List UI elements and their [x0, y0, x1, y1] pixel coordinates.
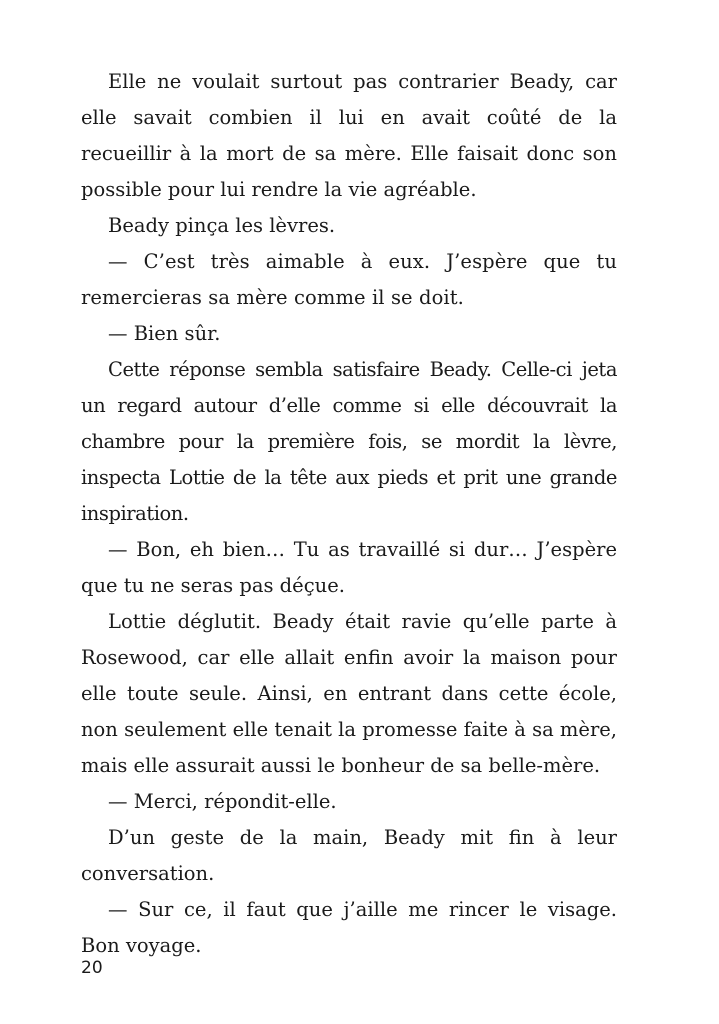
- page-number: 20: [81, 958, 103, 978]
- paragraph: Elle ne voulait surtout pas contrarier Beady, car elle savait combien il lui en avait coûté de la recueillir à la mort de sa mère. Elle faisait donc son possible pour lui rendre la vie agréable.: [81, 70, 617, 201]
- paragraph: — Bien sûr.: [108, 322, 221, 345]
- page-body: [81, 64, 617, 964]
- paragraph: — Sur ce, il faut que j’aille me rincer le visage. Bon voyage.: [81, 898, 617, 957]
- paragraph: — Merci, répondit-elle.: [108, 790, 337, 813]
- paragraph: Cette réponse sembla satisfaire Beady. Celle-ci jeta un regard autour d’elle comme si elle découvrait la chambre pour la première fois, se mordit la lèvre, inspecta Lottie de la tête aux pieds et prit une grande inspiration.: [81, 358, 617, 525]
- paragraph: — Bon, eh bien… Tu as travaillé si dur… J’espère que tu ne seras pas déçue.: [81, 538, 617, 597]
- paragraph: — C’est très aimable à eux. J’espère que tu remercieras sa mère comme il se doit.: [81, 250, 617, 309]
- paragraph: Beady pinça les lèvres.: [108, 214, 336, 237]
- paragraph: Lottie déglutit. Beady était ravie qu’elle parte à Rosewood, car elle allait enfin avoir la maison pour elle toute seule. Ainsi, en entrant dans cette école, non seulement elle tenait la promesse faite à sa mère, mais elle assurait aussi le bonheur de sa belle-mère.: [81, 610, 617, 777]
- paragraph: D’un geste de la main, Beady mit fin à leur conversation.: [81, 826, 617, 885]
